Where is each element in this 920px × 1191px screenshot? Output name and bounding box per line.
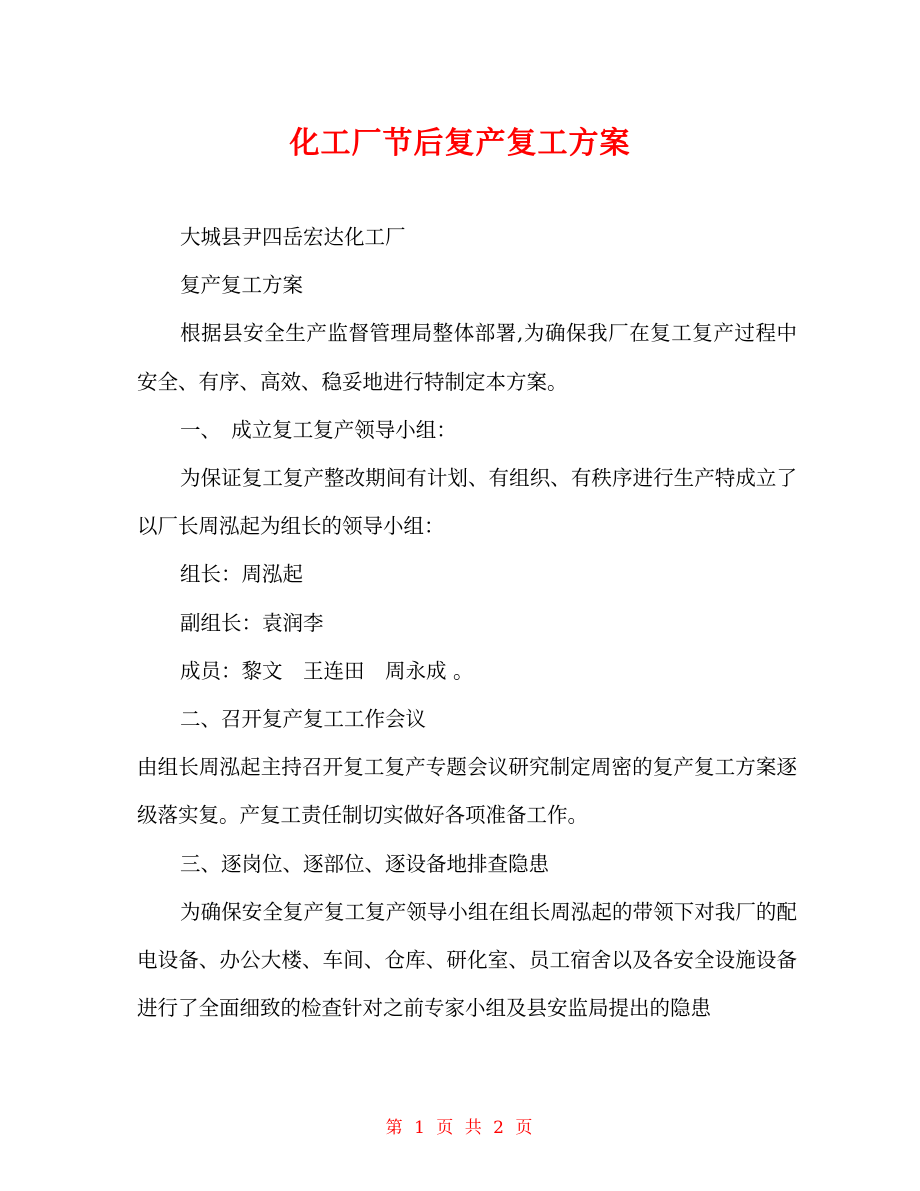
team-members-line: 成员：黎文 王连田 周永成 。 (180, 658, 474, 683)
paragraph-plan-heading: 复产复工方案 (180, 273, 304, 298)
paragraph-section-3: 为确保安全复产复工复产领导小组在组长周泓起的带领下对我厂的配电设备、办公大楼、车间、仓库、研化室、员工宿舍以及各安全设施设备进行了全面细致的检查针对之前专家小组及县安监局提出的隐患 (137, 899, 797, 1021)
paragraph-intro: 根据县安全生产监督管理局整体部署,为确保我厂在复工复产过程中安全、有序、高效、稳妥地进行特制定本方案。 (137, 321, 797, 394)
section-heading-2: 二、召开复产复工工作会议 (180, 707, 427, 732)
paragraph-section-1: 为保证复工复产整改期间有计划、有组织、有秩序进行生产特成立了以厂长周泓起为组长的领导小组： (137, 466, 797, 539)
document-title: 化工厂节后复产复工方案 (289, 126, 631, 161)
section-heading-3: 三、逐岗位、逐部位、逐设备地排查隐患 (180, 851, 550, 876)
paragraph-company-name: 大城县尹四岳宏达化工厂 (180, 225, 406, 249)
team-deputy-line: 副组长：袁润李 (180, 610, 324, 635)
document-body (137, 213, 797, 1032)
team-leader-line: 组长：周泓起 (180, 562, 304, 587)
paragraph-section-2: 由组长周泓起主持召开复工复产专题会议研究制定周密的复产复工方案逐级落实复。产复工责任制切实做好各项准备工作。 (137, 755, 797, 828)
section-heading-1: 一、 成立复工复产领导小组： (180, 417, 457, 442)
page-number-footer: 第 1 页 共 2 页 (385, 1118, 535, 1138)
